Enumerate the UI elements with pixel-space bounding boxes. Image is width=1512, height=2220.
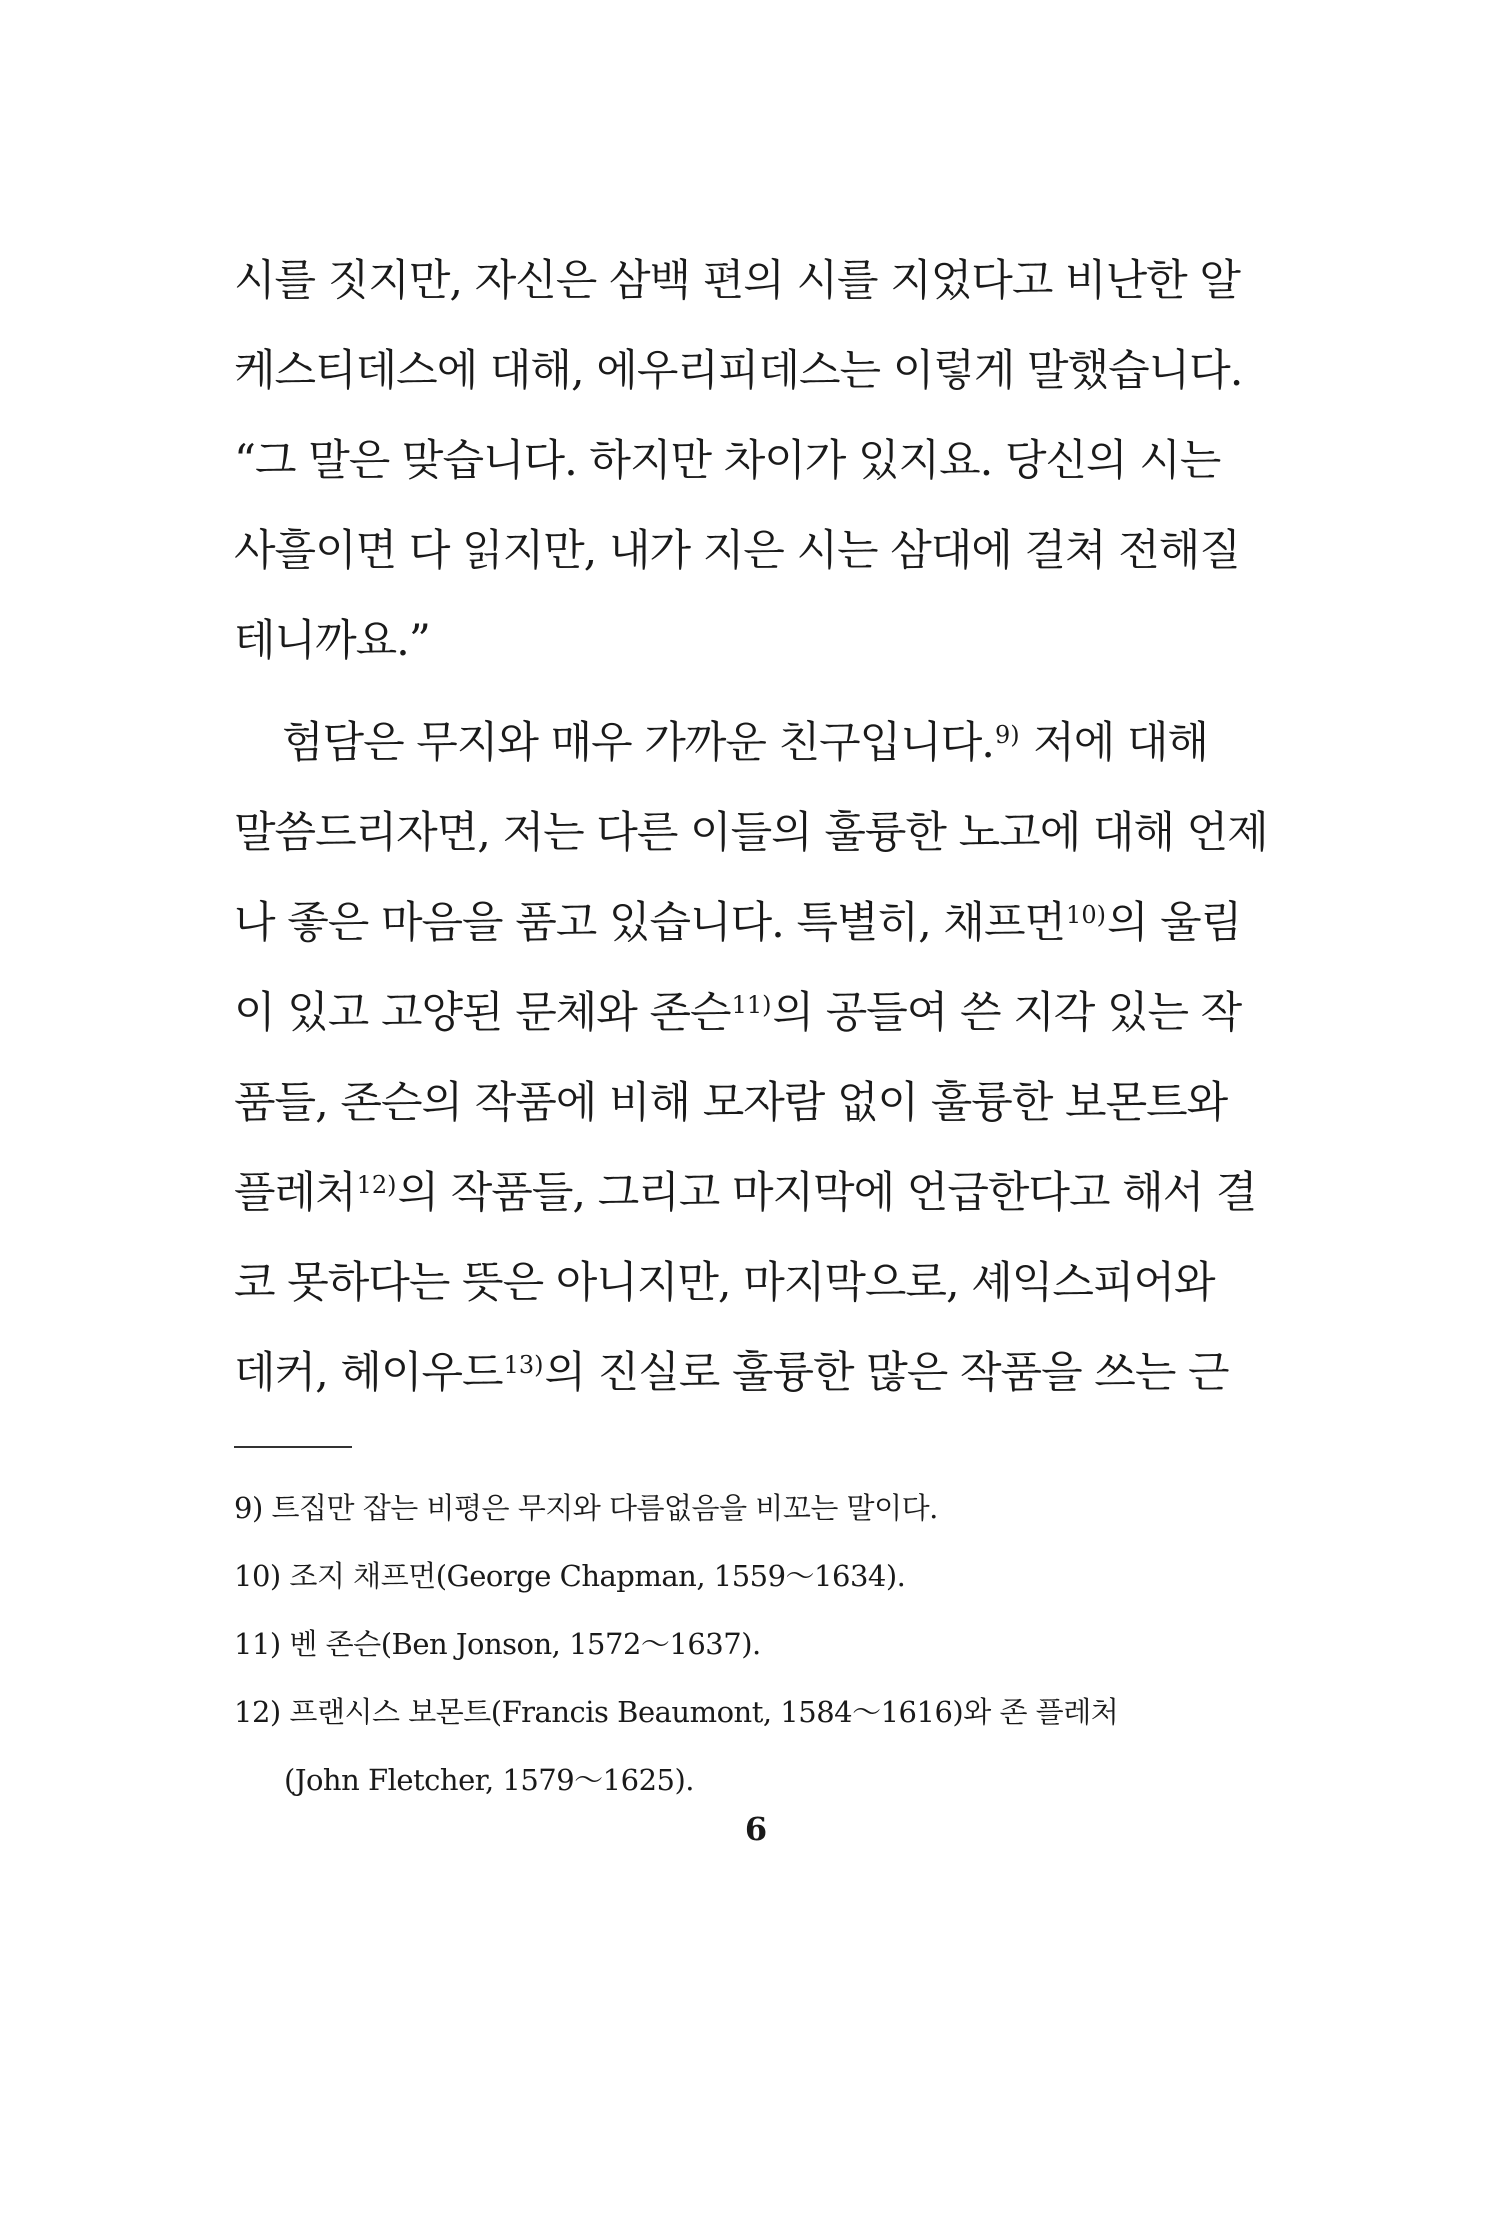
paragraph-2-line [234, 878, 1242, 968]
line-text: 저에 대해 [1020, 718, 1209, 768]
footnote-divider [234, 1446, 352, 1448]
line-text: 의 공들여 쓴 지각 있는 작 [772, 988, 1242, 1038]
paragraph-1-line: 케스티데스에 대해, 에우리피데스는 이렇게 말했습니다. [234, 346, 1243, 396]
footnote-ref-11[interactable]: 11) [731, 991, 772, 1019]
paragraph-2-line: 코 못하다는 뜻은 아니지만, 마지막으로, 셰익스피어와 [234, 1258, 1215, 1308]
paragraph-2-line [234, 1328, 1229, 1418]
paragraph-1-line: 시를 짓지만, 자신은 삼백 편의 시를 지었다고 비난한 알 [234, 256, 1240, 306]
paragraph-2-line [234, 1148, 1257, 1238]
paragraph-1-line: 테니까요.” [234, 616, 430, 666]
footnote-12-continued: (John Fletcher, 1579～1625). [284, 1763, 695, 1797]
paragraph-1-line: 사흘이면 다 읽지만, 내가 지은 시는 삼대에 걸쳐 전해질 [234, 526, 1240, 576]
line-text: 의 울림 [1106, 898, 1242, 948]
paragraph-2-line: 말씀드리자면, 저는 다른 이들의 훌륭한 노고에 대해 언제 [234, 808, 1268, 858]
footnote-10: 10) 조지 채프먼(George Chapman, 1559～1634). [234, 1559, 906, 1593]
line-text: 의 작품들, 그리고 마지막에 언급한다고 해서 결 [397, 1168, 1257, 1218]
line-text: 이 있고 고양된 문체와 존슨 [234, 988, 731, 1038]
line-text: 험담은 무지와 매우 가까운 친구입니다. [282, 718, 994, 768]
line-text: 나 좋은 마음을 품고 있습니다. 특별히, 채프먼 [234, 898, 1066, 948]
footnotes [234, 1474, 1174, 1814]
paragraph-2 [234, 698, 1268, 1418]
line-text: 데커, 헤이우드 [234, 1348, 503, 1398]
footnote-11: 11) 벤 존슨(Ben Jonson, 1572～1637). [234, 1627, 761, 1661]
paragraph-1-line: “그 말은 맞습니다. 하지만 차이가 있지요. 당신의 시는 [234, 436, 1221, 486]
footnote-ref-13[interactable]: 13) [503, 1351, 544, 1379]
footnote-9: 9) 트집만 잡는 비평은 무지와 다름없음을 비꼬는 말이다. [234, 1491, 938, 1525]
line-text: 플레처 [234, 1168, 356, 1218]
footnote-ref-12[interactable]: 12) [356, 1171, 397, 1199]
footnote-12: 12) 프랜시스 보몬트(Francis Beaumont, 1584～1616)와 존 플레처 [234, 1695, 1119, 1729]
paragraph-2-line [234, 698, 1209, 788]
line-text: 의 진실로 훌륭한 많은 작품을 쓰는 근 [544, 1348, 1229, 1398]
page-number: 6 [744, 1810, 768, 1848]
footnote-ref-9[interactable]: 9) [994, 721, 1020, 749]
paragraph-2-line [234, 968, 1242, 1058]
paragraph-1 [234, 236, 1243, 686]
paragraph-2-line: 품들, 존슨의 작품에 비해 모자람 없이 훌륭한 보몬트와 [234, 1078, 1228, 1128]
footnote-ref-10[interactable]: 10) [1066, 901, 1106, 929]
